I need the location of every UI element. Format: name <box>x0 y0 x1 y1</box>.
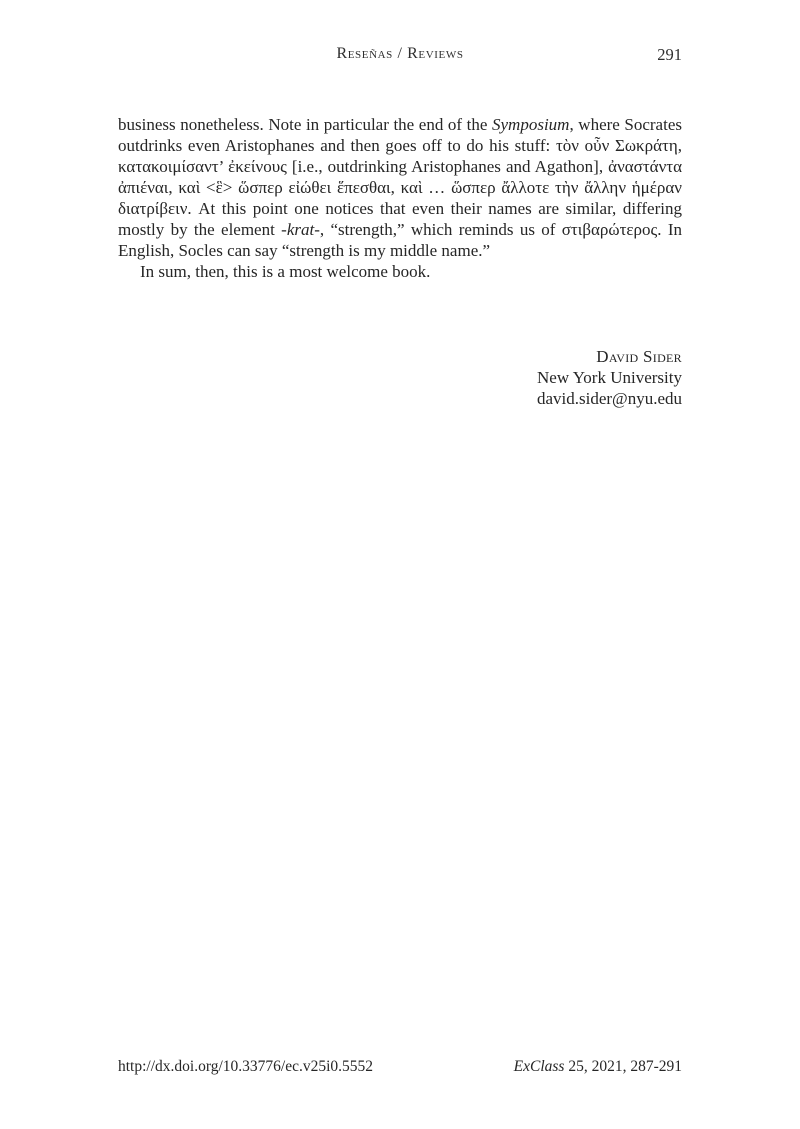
author-email: david.sider@nyu.edu <box>536 389 682 408</box>
running-title: Reseñas / Reviews <box>336 45 464 62</box>
page-number: 291 <box>657 45 682 64</box>
review-body <box>118 114 682 282</box>
page-footer <box>118 1058 682 1076</box>
review-paragraph: business nonetheless. Note in particular the end of the Symposium, where Socrates outdrinks even Aristophanes and then goes off to do his stuff: τὸν οὖν Σωκράτη, κατακοιμίσαντ’ ἐκείνους [i.e., outdrinking Aristophanes and Agathon], ἀναστάντα ἀπιέναι, καὶ <ἓ> ὥσπερ εἰώθει ἕπεσθαι, καὶ … ὥσπερ ἄλλοτε τὴν ἄλλην ἡμέραν διατρίβειν. At this point one notices that even their names are similar, differing mostly by the element -krat-, “strength,” which reminds us of στιβαρώτερος. In English, Socles can say “strength is my middle name.” <box>118 115 682 260</box>
closing-sentence: In sum, then, this is a most welcome book. <box>140 262 431 281</box>
author-affiliation: New York University <box>537 368 682 387</box>
journal-reference: ExClass 25, 2021, 287-291 <box>513 1058 682 1075</box>
author-name: David Sider <box>596 347 682 366</box>
doi-link[interactable]: http://dx.doi.org/10.33776/ec.v25i0.5552 <box>118 1058 374 1075</box>
signature-block <box>537 346 682 409</box>
page-header <box>118 45 682 67</box>
